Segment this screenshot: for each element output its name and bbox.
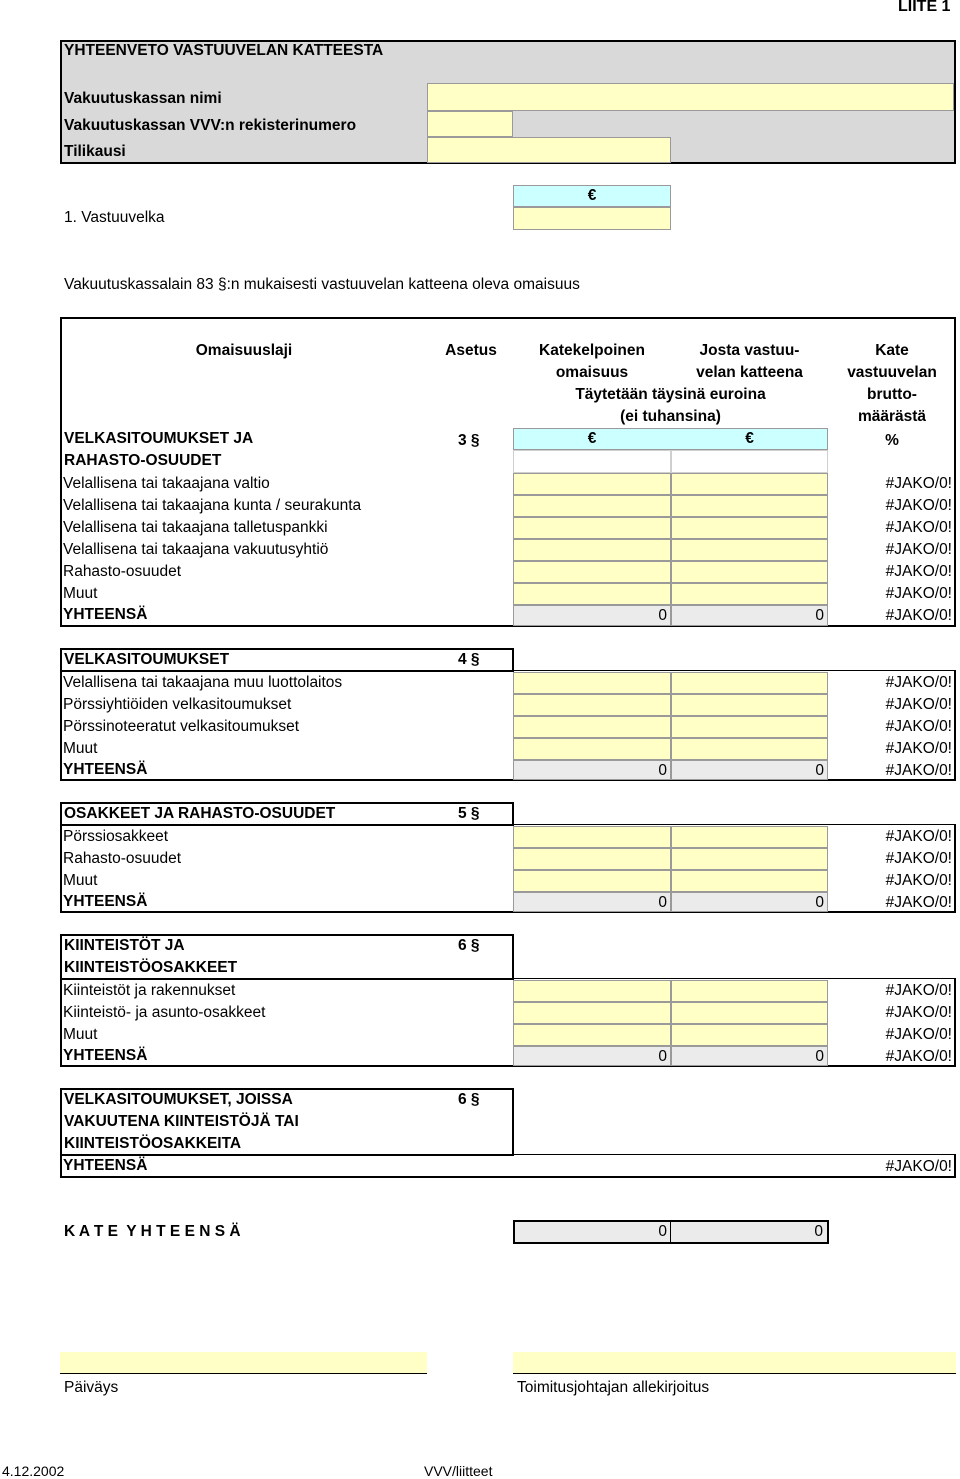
sec3-row-cover-field[interactable] <box>671 826 828 848</box>
sec3-row-pct: #JAKO/0! <box>885 872 952 889</box>
sec1-title-2: RAHASTO-OSUUDET <box>64 452 222 469</box>
sec2-decree: 4 § <box>458 651 480 668</box>
sec2-row-cover-field[interactable] <box>671 738 828 760</box>
sec3-row-label: Pörssiosakkeet <box>63 828 169 845</box>
sec4-row-label: Kiinteistö- ja asunto-osakkeet <box>63 1004 266 1021</box>
sec2-row-cover-field[interactable] <box>671 672 828 694</box>
amount-note-1: Täytetään täysinä euroina <box>575 386 766 403</box>
sec2-row-eligible-field[interactable] <box>513 738 671 760</box>
sec2-title: VELKASITOUMUKSET <box>64 651 230 668</box>
sec5-title-1: VELKASITOUMUKSET, JOISSA <box>64 1091 293 1108</box>
col-header-decree: Asetus <box>445 342 497 359</box>
table-frame-5 <box>60 1154 956 1178</box>
sec1-currency-2: € <box>745 430 754 447</box>
sec4-row-eligible-field[interactable] <box>513 980 671 1002</box>
sec3-total-eligible: 0 <box>658 894 667 911</box>
sec4-row-pct: #JAKO/0! <box>885 982 952 999</box>
sec4-row-eligible-field[interactable] <box>513 1024 671 1046</box>
sec4-row-cover-field[interactable] <box>671 1024 828 1046</box>
col-header-eligible-2: omaisuus <box>555 364 629 381</box>
sec4-total-eligible: 0 <box>658 1048 667 1065</box>
sec3-row-cover-field[interactable] <box>671 870 828 892</box>
sec2-row-eligible-field[interactable] <box>513 694 671 716</box>
sec2-row-eligible-field[interactable] <box>513 672 671 694</box>
sec1-row-pct: #JAKO/0! <box>885 585 952 602</box>
sec2-row-pct: #JAKO/0! <box>885 718 952 735</box>
sec4-total-label: YHTEENSÄ <box>63 1047 148 1064</box>
sec3-total-cover: 0 <box>815 894 824 911</box>
sec2-row-pct: #JAKO/0! <box>885 740 952 757</box>
sec1-row-pct: #JAKO/0! <box>885 519 952 536</box>
sec4-decree: 6 § <box>458 937 480 954</box>
signature-label: Toimitusjohtajan allekirjoitus <box>517 1379 710 1396</box>
registry-number-label: Vakuutuskassan VVV:n rekisterinumero <box>64 117 357 134</box>
sec4-title-1: KIINTEISTÖT JA <box>64 937 185 954</box>
sec1-row-label: Velallisena tai takaajana talletuspankki <box>63 519 328 536</box>
registry-number-field[interactable] <box>427 111 513 137</box>
sec1-row-cover-field[interactable] <box>671 539 828 561</box>
sec1-row-label: Muut <box>63 585 98 602</box>
sec5-title-3: KIINTEISTÖOSAKKEITA <box>64 1135 242 1152</box>
fund-name-field[interactable] <box>427 83 954 111</box>
sec1-row-label: Velallisena tai takaajana valtio <box>63 475 270 492</box>
sec4-row-pct: #JAKO/0! <box>885 1026 952 1043</box>
sec1-blank-cell-2 <box>671 450 828 473</box>
sec1-row-eligible-field[interactable] <box>513 495 671 517</box>
sec5-total-pct: #JAKO/0! <box>885 1158 952 1175</box>
sec1-row-cover-field[interactable] <box>671 473 828 495</box>
date-label: Päiväys <box>64 1379 119 1396</box>
liability-label: 1. Vastuuvelka <box>64 209 165 226</box>
sec4-row-cover-field[interactable] <box>671 980 828 1002</box>
sec4-row-label: Muut <box>63 1026 98 1043</box>
sec3-total-pct: #JAKO/0! <box>885 894 952 911</box>
sec3-row-label: Rahasto-osuudet <box>63 850 182 867</box>
sec1-currency-1: € <box>587 430 597 447</box>
amount-note-2: (ei tuhansina) <box>620 408 721 425</box>
sec3-row-pct: #JAKO/0! <box>885 828 952 845</box>
sec2-row-cover-field[interactable] <box>671 716 828 738</box>
sec1-row-eligible-field[interactable] <box>513 473 671 495</box>
sec3-row-label: Muut <box>63 872 98 889</box>
sec1-row-eligible-field[interactable] <box>513 517 671 539</box>
sec2-row-label: Pörssiyhtiöiden velkasitoumukset <box>63 696 292 713</box>
period-field[interactable] <box>427 137 671 163</box>
sec1-row-eligible-field[interactable] <box>513 561 671 583</box>
sec1-row-eligible-field[interactable] <box>513 583 671 605</box>
sec5-total-label: YHTEENSÄ <box>63 1157 148 1174</box>
col-header-pct-1: Kate <box>875 342 909 359</box>
sec5-title-2: VAKUUTENA KIINTEISTÖJÄ TAI <box>64 1113 299 1130</box>
col-header-eligible-1: Katekelpoinen <box>539 342 645 359</box>
sec4-row-cover-field[interactable] <box>671 1002 828 1024</box>
period-label: Tilikausi <box>64 143 126 160</box>
sec2-total-cover: 0 <box>815 762 824 779</box>
col-header-pct-3: brutto- <box>867 386 917 403</box>
sec2-row-label: Pörssinoteeratut velkasitoumukset <box>63 718 300 735</box>
col-header-pct-2: vastuuvelan <box>847 364 937 381</box>
sec1-row-cover-field[interactable] <box>671 495 828 517</box>
sec4-row-label: Kiinteistöt ja rakennukset <box>63 982 236 999</box>
sec1-row-cover-field[interactable] <box>671 583 828 605</box>
sec4-row-eligible-field[interactable] <box>513 1002 671 1024</box>
col-header-type: Omaisuuslaji <box>195 342 293 359</box>
col-header-pct-4: määrästä <box>857 408 927 425</box>
sec4-total-pct: #JAKO/0! <box>885 1048 952 1065</box>
sec1-row-eligible-field[interactable] <box>513 539 671 561</box>
sec3-total-label: YHTEENSÄ <box>63 893 148 910</box>
grand-total-cover: 0 <box>814 1223 823 1240</box>
sec1-total-pct: #JAKO/0! <box>885 607 952 624</box>
sec5-decree: 6 § <box>458 1091 480 1108</box>
sec1-row-cover-field[interactable] <box>671 561 828 583</box>
sec2-row-pct: #JAKO/0! <box>885 696 952 713</box>
liability-amount-field[interactable] <box>513 207 671 230</box>
sec2-row-cover-field[interactable] <box>671 694 828 716</box>
sec1-total-eligible: 0 <box>658 607 667 624</box>
sec1-row-pct: #JAKO/0! <box>885 563 952 580</box>
sec4-title-2: KIINTEISTÖOSAKKEET <box>64 959 238 976</box>
date-field[interactable] <box>60 1352 427 1374</box>
liability-currency: € <box>587 187 597 204</box>
col-header-cover-1: Josta vastuu- <box>699 342 800 359</box>
sec1-row-cover-field[interactable] <box>671 517 828 539</box>
footer-ref: VVV/liitteet <box>424 1463 493 1479</box>
sec2-row-eligible-field[interactable] <box>513 716 671 738</box>
sec1-total-label: YHTEENSÄ <box>63 606 148 623</box>
sec1-total-cover: 0 <box>815 607 824 624</box>
sec2-total-label: YHTEENSÄ <box>63 761 148 778</box>
sec1-row-label: Velallisena tai takaajana kunta / seurakunta <box>63 497 362 514</box>
summary-title: YHTEENVETO VASTUUVELAN KATTEESTA <box>64 42 384 59</box>
col-header-cover-2: velan katteena <box>696 364 803 381</box>
fund-name-label: Vakuutuskassan nimi <box>64 90 222 107</box>
sec1-row-label: Velallisena tai takaajana vakuutusyhtiö <box>63 541 329 558</box>
sec1-decree: 3 § <box>458 432 480 449</box>
appendix-label: LIITE 1 <box>898 0 951 15</box>
sec2-row-label: Muut <box>63 740 98 757</box>
signature-field[interactable] <box>513 1352 956 1374</box>
sec3-decree: 5 § <box>458 805 480 822</box>
sec2-row-label: Velallisena tai takaajana muu luottolaitos <box>63 674 343 691</box>
sec3-row-pct: #JAKO/0! <box>885 850 952 867</box>
sec2-row-pct: #JAKO/0! <box>885 674 952 691</box>
assets-heading: Vakuutuskassalain 83 §:n mukaisesti vastuuvelan katteena oleva omaisuus <box>64 276 580 293</box>
sec1-blank-cell-1 <box>513 450 671 473</box>
sec3-row-eligible-field[interactable] <box>513 848 671 870</box>
sec3-row-eligible-field[interactable] <box>513 826 671 848</box>
sec1-title-1: VELKASITOUMUKSET JA <box>64 430 254 447</box>
sec3-row-cover-field[interactable] <box>671 848 828 870</box>
sec1-pct-symbol: % <box>885 432 899 449</box>
sec1-row-pct: #JAKO/0! <box>885 475 952 492</box>
sec1-row-pct: #JAKO/0! <box>885 497 952 514</box>
sec4-total-cover: 0 <box>815 1048 824 1065</box>
grand-total-label: K A T E Y H T E E N S Ä <box>64 1223 241 1240</box>
sec1-row-label: Rahasto-osuudet <box>63 563 182 580</box>
sec3-row-eligible-field[interactable] <box>513 870 671 892</box>
footer-date: 4.12.2002 <box>2 1463 65 1479</box>
sec4-row-pct: #JAKO/0! <box>885 1004 952 1021</box>
sec3-title: OSAKKEET JA RAHASTO-OSUUDET <box>64 805 336 822</box>
sec2-total-eligible: 0 <box>658 762 667 779</box>
sec2-total-pct: #JAKO/0! <box>885 762 952 779</box>
grand-total-eligible: 0 <box>658 1223 667 1240</box>
sec1-row-pct: #JAKO/0! <box>885 541 952 558</box>
